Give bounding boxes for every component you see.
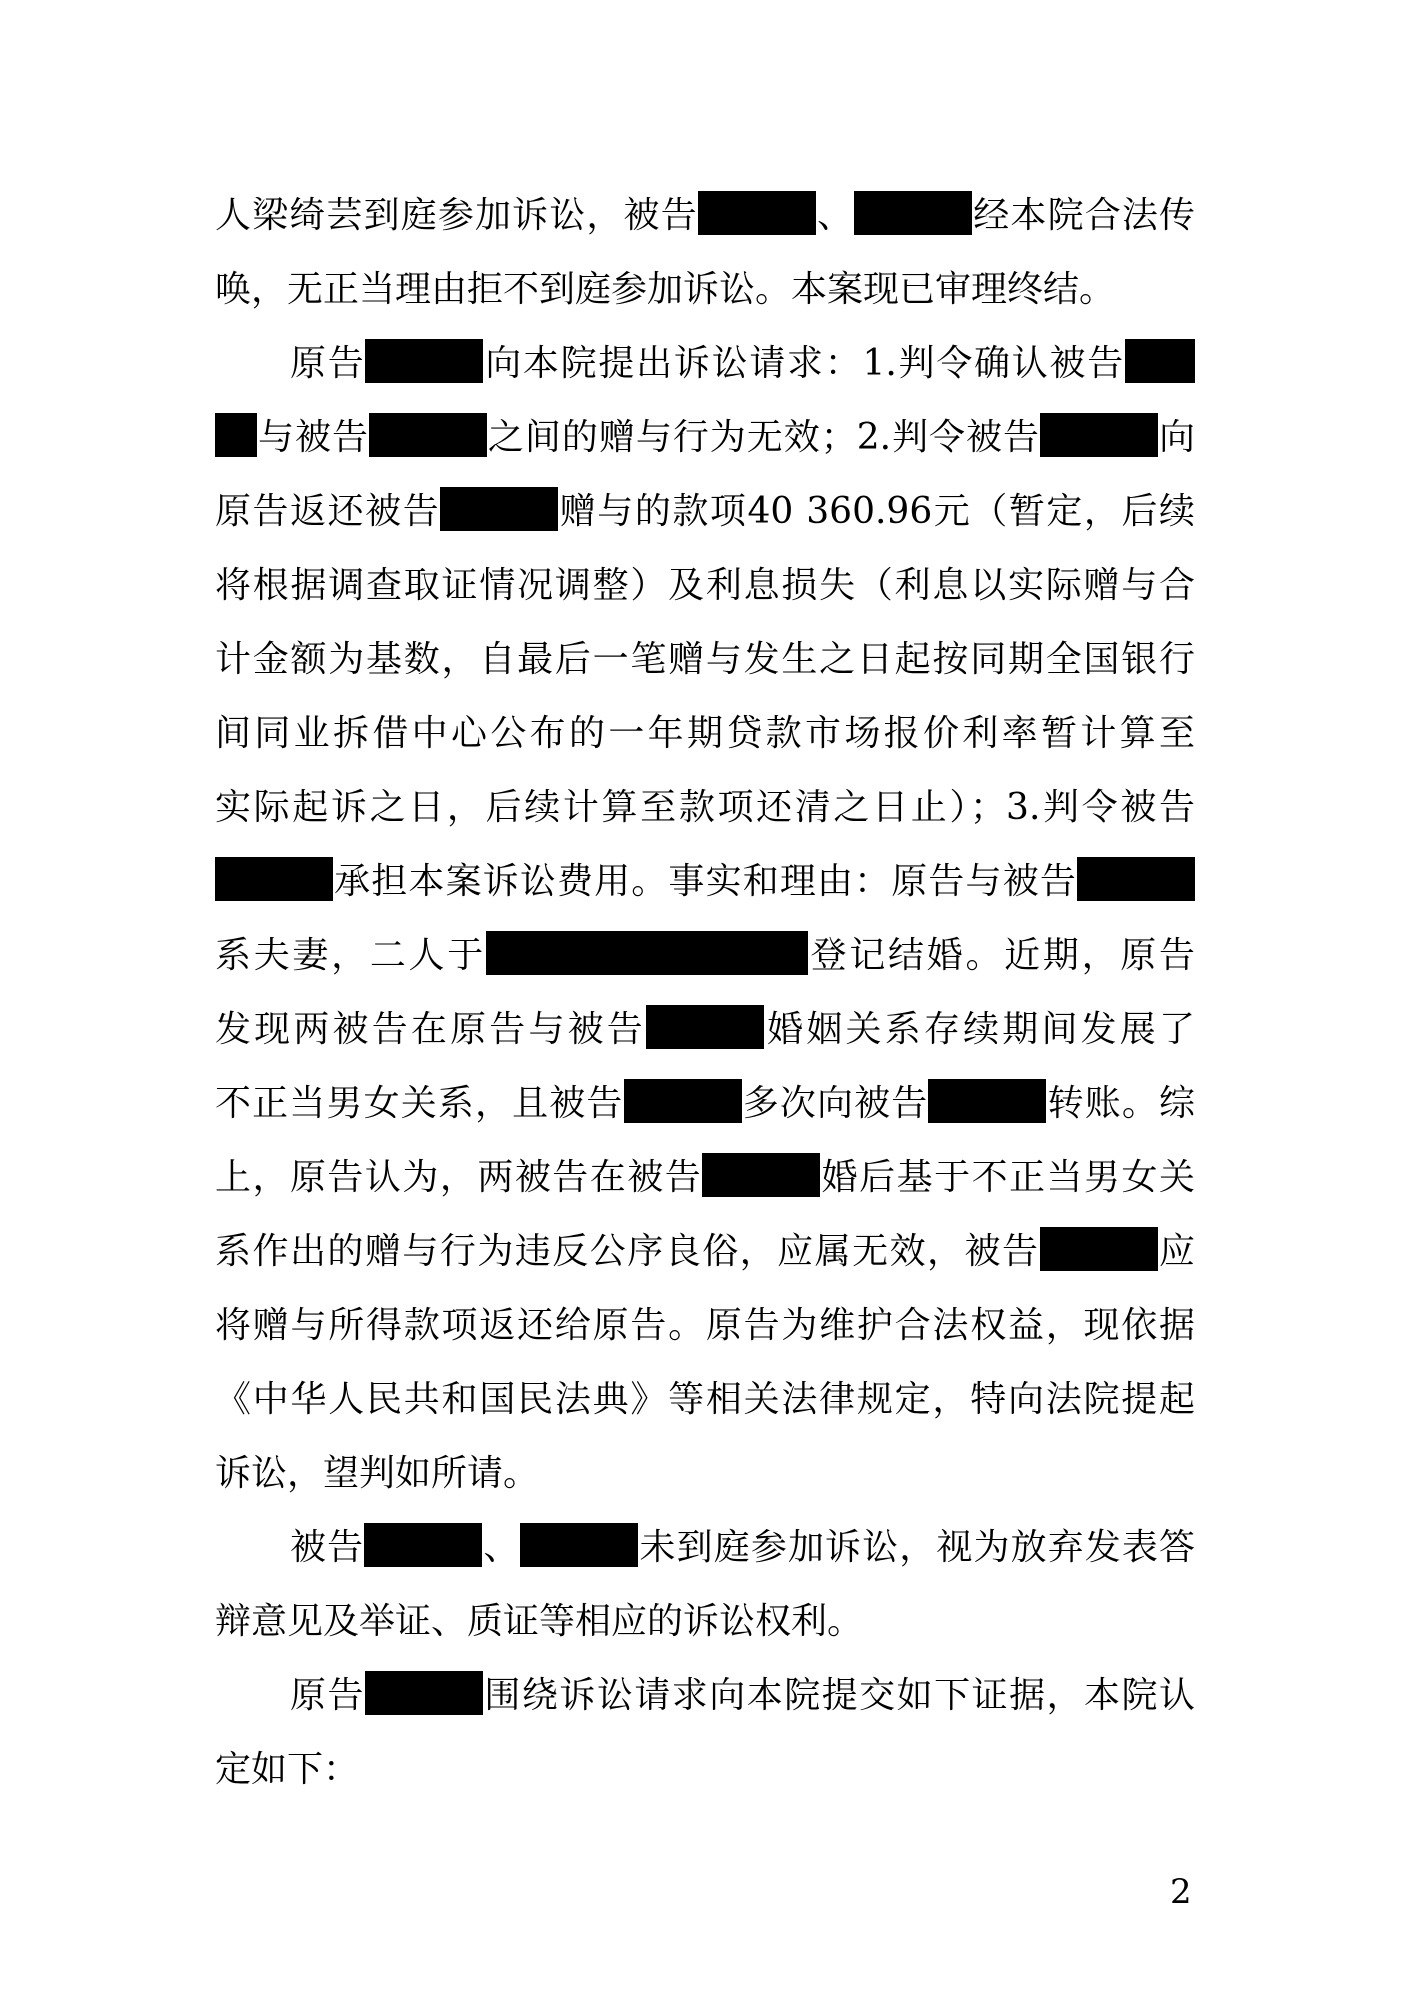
redaction-block: [520, 1523, 638, 1567]
text-segment: 原告: [290, 1675, 365, 1716]
text-line: [290, 334, 1195, 394]
text-segment: 、: [482, 1527, 521, 1568]
text-segment: 承担本案诉讼费用。事实和理由：原告与被告: [333, 861, 1077, 902]
text-line: [215, 1000, 1195, 1060]
text-line: [215, 186, 1195, 246]
text-segment: 唤，无正当理由拒不到庭参加诉讼。本案现已审理终结。: [215, 269, 1116, 310]
redaction-block: [369, 413, 487, 457]
text-segment: 诉讼，望判如所请。: [215, 1453, 540, 1494]
text-line: [215, 926, 1195, 986]
text-segment: 经本院合法传: [972, 195, 1195, 236]
text-line: [215, 778, 1195, 838]
text-segment: 《中华人民共和国民法典》等相关法律规定，特向法院提起: [215, 1379, 1195, 1420]
text-line: [215, 1740, 1195, 1800]
text-line: [290, 1518, 1195, 1578]
text-line: [215, 1222, 1195, 1282]
text-segment: 、: [815, 195, 855, 236]
text-segment: 系夫妻，二人于: [215, 935, 486, 976]
text-segment: 人梁绮芸到庭参加诉讼，被告: [215, 195, 698, 236]
text-line: [215, 1074, 1195, 1134]
text-segment: 向本院提出诉讼请求：1.判令确认被告: [483, 343, 1125, 384]
text-segment: 围绕诉讼请求向本院提交如下证据，本院认: [482, 1675, 1195, 1716]
text-segment: 之间的赠与行为无效；2.判令被告: [486, 417, 1040, 458]
text-line: [215, 408, 1195, 468]
redaction-block: [364, 1523, 482, 1567]
redaction-block: [702, 1153, 820, 1197]
text-segment: 婚姻关系存续期间发展了: [764, 1009, 1195, 1050]
text-segment: 与被告: [257, 417, 369, 458]
text-segment: 系作出的赠与行为违反公序良俗，应属无效，被告: [215, 1231, 1040, 1272]
text-segment: 定如下：: [215, 1749, 360, 1790]
text-line: [290, 1666, 1195, 1726]
text-segment: 赠与的款项40 360.96元（暂定，后续: [558, 491, 1195, 532]
text-segment: 向: [1158, 417, 1195, 458]
redaction-block: [215, 413, 257, 457]
text-segment: 上，原告认为，两被告在被告: [215, 1157, 703, 1198]
redaction-block: [215, 857, 333, 901]
redaction-block: [698, 191, 816, 235]
redaction-block: [1125, 339, 1195, 383]
redaction-block: [646, 1005, 764, 1049]
page-number: 2: [1170, 1872, 1192, 1912]
redaction-block: [486, 931, 808, 975]
text-segment: 未到庭参加诉讼，视为放弃发表答: [638, 1527, 1195, 1568]
text-segment: 不正当男女关系，且被告: [215, 1083, 624, 1124]
text-segment: 实际起诉之日，后续计算至款项还清之日止）；3.判令被告: [215, 787, 1195, 828]
text-line: [215, 630, 1195, 690]
text-line: [215, 1370, 1195, 1430]
text-segment: 婚后基于不正当男女关: [820, 1157, 1195, 1198]
text-line: [215, 482, 1195, 542]
text-line: [215, 260, 1195, 320]
text-line: [215, 852, 1195, 912]
text-segment: 原告返还被告: [215, 491, 441, 532]
text-line: [215, 704, 1195, 764]
redaction-block: [1077, 857, 1195, 901]
text-segment: 转账。综: [1046, 1083, 1195, 1124]
text-segment: 被告: [290, 1527, 365, 1568]
redaction-block: [365, 339, 483, 383]
redaction-block: [1040, 1227, 1158, 1271]
redaction-block: [854, 191, 972, 235]
redaction-block: [365, 1671, 483, 1715]
text-line: [215, 556, 1195, 616]
text-segment: 间同业拆借中心公布的一年期贷款市场报价利率暂计算至: [215, 713, 1195, 754]
redaction-block: [928, 1079, 1046, 1123]
redaction-block: [440, 487, 558, 531]
text-segment: 原告: [290, 343, 366, 384]
text-segment: 计金额为基数，自最后一笔赠与发生之日起按同期全国银行: [215, 639, 1195, 680]
text-line: [215, 1444, 1195, 1504]
redaction-block: [1040, 413, 1158, 457]
text-segment: 发现两被告在原告与被告: [215, 1009, 646, 1050]
text-segment: 登记结婚。近期，原告: [807, 935, 1195, 976]
text-segment: 多次向被告: [741, 1083, 929, 1124]
text-line: [215, 1592, 1195, 1652]
text-segment: 应: [1157, 1231, 1195, 1272]
redaction-block: [624, 1079, 742, 1123]
text-segment: 辩意见及举证、质证等相应的诉讼权利。: [215, 1601, 864, 1642]
text-segment: 将根据调查取证情况调整）及利息损失（利息以实际赠与合: [215, 565, 1195, 606]
text-segment: 将赠与所得款项返还给原告。原告为维护合法权益，现依据: [215, 1305, 1195, 1346]
text-line: [215, 1296, 1195, 1356]
text-line: [215, 1148, 1195, 1208]
